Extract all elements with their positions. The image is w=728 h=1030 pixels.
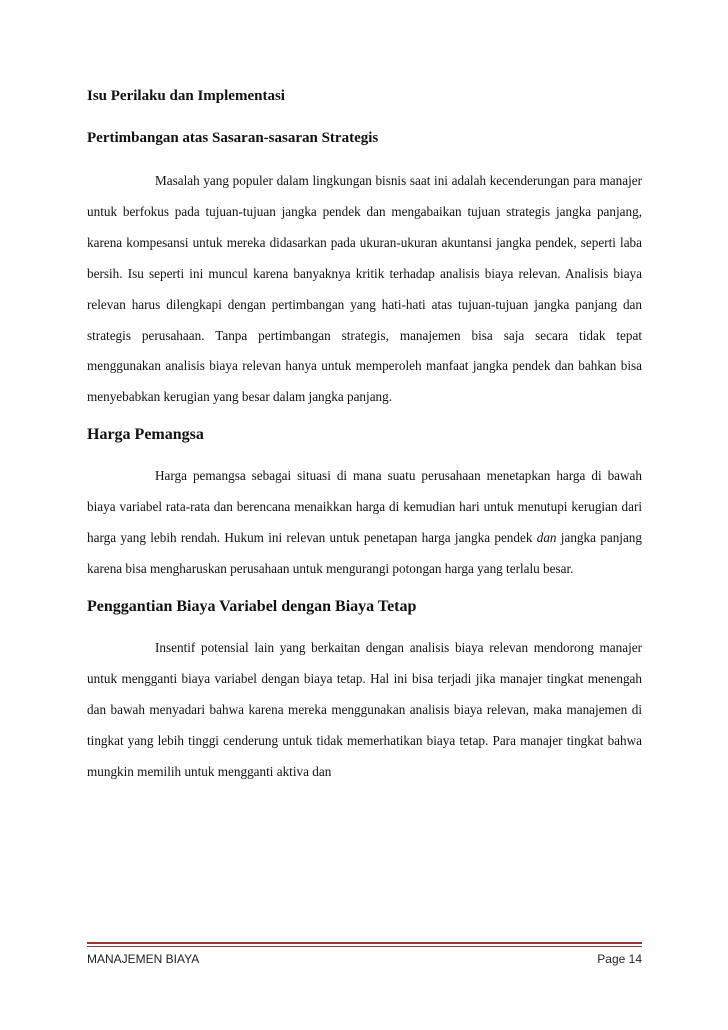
section-heading-predatory-pricing: Harga Pemangsa	[87, 426, 204, 444]
footer-rule-thick	[87, 942, 642, 944]
main-title: Isu Perilaku dan Implementasi	[87, 88, 285, 104]
paragraph-predatory-pricing	[87, 461, 642, 585]
paragraph-predatory-emphasis: dan	[536, 530, 557, 546]
paragraph-strategic: Masalah yang populer dalam lingkungan bisnis saat ini adalah kecenderungan para manajer untuk berfokus pada tujuan-tujuan jangka pendek dan mengabaikan tujuan strategis jangka panjang, karena kompesansi untuk mereka didasarkan pada ukuran-ukuran akuntansi jangka pendek, seperti laba bersih. Isu seperti ini muncul karena banyaknya kritik terhadap analisis biaya relevan. Analisis biaya relevan harus dilengkapi dengan pertimbangan yang hati-hati atas tujuan-tujuan jangka panjang dan strategis perusahaan. Tanpa pertimbangan strategis, manajemen bisa saja secara tidak tepat menggunakan analisis biaya relevan hanya untuk memperoleh manfaat jangka pendek dan bahkan bisa menyebabkan kerugian yang besar dalam jangka panjang.	[87, 173, 642, 405]
section-heading-cost-substitution: Penggantian Biaya Variabel dengan Biaya Tetap	[87, 597, 417, 615]
page-content	[87, 86, 642, 799]
page-footer	[87, 952, 642, 966]
section-heading-strategic: Pertimbangan atas Sasaran-sasaran Strategis	[87, 130, 379, 146]
footer-title: MANAJEMEN BIAYA	[87, 952, 200, 966]
paragraph-predatory-part-b: jangka panjang karena bisa mengharuskan perusahaan untuk mengurangi potongan harga yang terlalu besar.	[87, 530, 642, 576]
paragraph-predatory-part-a: Harga pemangsa sebagai situasi di mana suatu perusahaan menetapkan harga di bawah biaya variabel rata-rata dan berencana menaikkan harga di kemudian hari untuk menutupi kerugian dari harga yang lebih rendah. Hukum ini relevan untuk penetapan harga jangka pendek	[87, 468, 642, 546]
footer-rule-thin	[87, 946, 642, 947]
paragraph-cost-substitution: Insentif potensial lain yang berkaitan dengan analisis biaya relevan mendorong manajer untuk mengganti biaya variabel dengan biaya tetap. Hal ini bisa terjadi jika manajer tingkat menengah dan bawah menyadari bahwa karena mereka menggunakan analisis biaya relevan, maka manajemen di tingkat yang lebih tinggi cenderung untuk tidak memerhatikan biaya tetap. Para manajer tingkat bahwa mungkin memilih untuk mengganti aktiva dan	[87, 639, 642, 779]
page-number: Page 14	[597, 952, 642, 966]
